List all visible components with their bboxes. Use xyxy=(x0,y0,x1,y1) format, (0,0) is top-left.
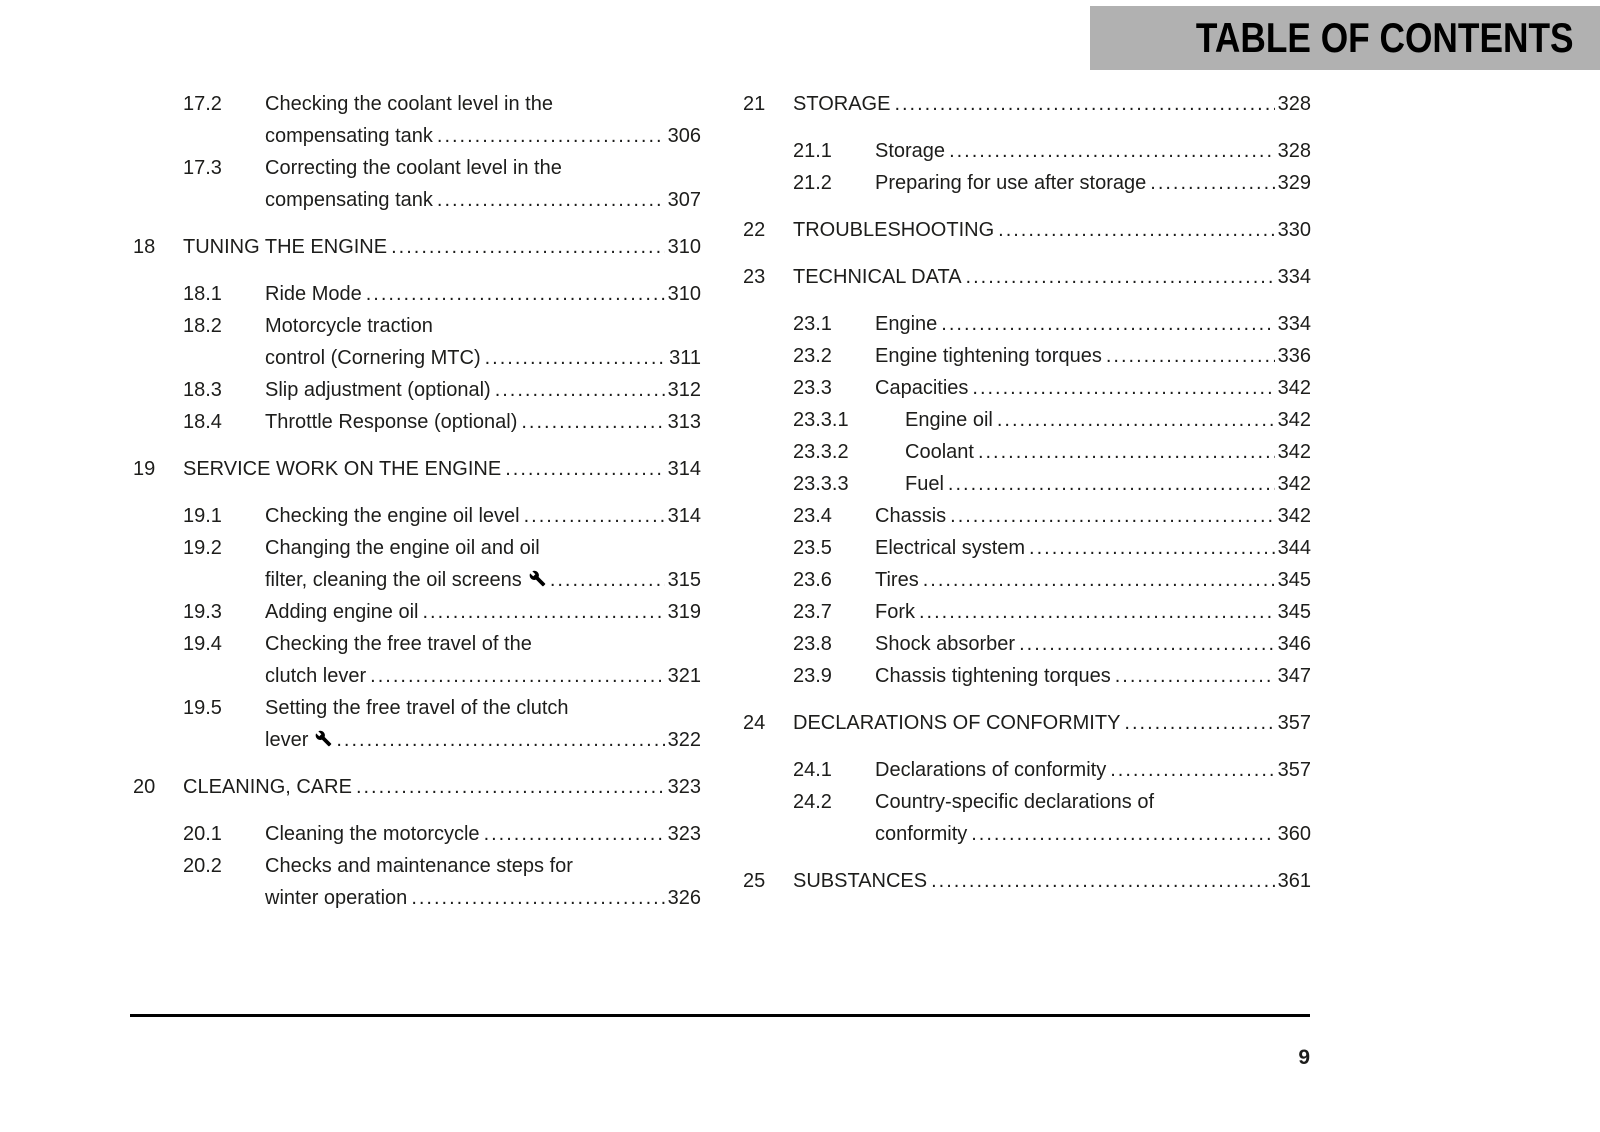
toc-entry-line xyxy=(875,135,1311,167)
dot-leader xyxy=(978,436,1275,468)
toc-entry-page: 342 xyxy=(1277,409,1311,431)
toc-entry-text: control (Cornering MTC) xyxy=(265,347,481,369)
toc-entry-line xyxy=(875,628,1311,660)
toc-entry-page: 306 xyxy=(667,125,701,147)
toc-entry-text: Declarations of conformity xyxy=(875,759,1107,781)
toc-entry-body xyxy=(875,596,1311,628)
toc-entry-body xyxy=(875,500,1311,532)
toc-entry xyxy=(133,278,701,310)
toc-entry-text: CLEANING, CARE xyxy=(183,776,352,798)
toc-entry-line xyxy=(265,692,701,724)
toc-entry-page: 312 xyxy=(667,379,701,401)
toc-entry-text: Preparing for use after storage xyxy=(875,172,1147,194)
toc-entry-body xyxy=(875,628,1311,660)
toc-entry xyxy=(133,310,701,374)
toc-entry-page: 314 xyxy=(667,505,701,527)
toc-entry-line xyxy=(875,754,1311,786)
toc-entry-text: Tires xyxy=(875,569,919,591)
toc-entry-text: Checking the coolant level in the xyxy=(265,93,553,115)
toc-chapter-entry xyxy=(743,261,1311,293)
toc-entry-line xyxy=(265,724,701,756)
toc-entry-line xyxy=(265,850,701,882)
toc-entry-text: Engine oil xyxy=(905,409,993,431)
toc-entry xyxy=(133,374,701,406)
toc-entry-page: 342 xyxy=(1277,441,1311,463)
toc-entry-body xyxy=(183,453,701,485)
toc-entry-number: 20 xyxy=(133,776,156,798)
toc-entry-line xyxy=(265,88,701,120)
toc-entry-number: 18.2 xyxy=(183,315,222,337)
toc-entry xyxy=(133,406,701,438)
toc-entry-body xyxy=(793,261,1311,293)
toc-entry-line xyxy=(265,310,701,342)
toc-entry-body xyxy=(875,308,1311,340)
toc-entry-line xyxy=(905,468,1311,500)
toc-entry-number: 21 xyxy=(743,93,766,115)
toc-entry-body xyxy=(875,564,1311,596)
toc-entry-body xyxy=(265,818,701,850)
toc-entry-text: Checking the free travel of the xyxy=(265,633,532,655)
toc-entry-number: 23.6 xyxy=(793,569,832,591)
toc-entry-line xyxy=(265,342,701,374)
toc-entry-body xyxy=(875,660,1311,692)
toc-entry-number: 23.3.3 xyxy=(793,473,849,495)
toc-entry-page: 345 xyxy=(1277,569,1311,591)
toc-entry-body xyxy=(265,278,701,310)
toc-entry xyxy=(743,135,1311,167)
toc-entry-page: 336 xyxy=(1277,345,1311,367)
toc-entry-body xyxy=(875,372,1311,404)
toc-entry-text: Checking the engine oil level xyxy=(265,505,520,527)
dot-leader xyxy=(370,660,664,692)
toc-entry-line xyxy=(265,882,701,914)
toc-entry-number: 18 xyxy=(133,236,156,258)
dot-leader xyxy=(1110,754,1274,786)
toc-entry-line xyxy=(793,865,1311,897)
toc-entry-line xyxy=(265,596,701,628)
toc-chapter-entry xyxy=(743,865,1311,897)
toc-content xyxy=(133,88,1310,914)
toc-entry xyxy=(743,468,1311,500)
toc-entry-text: Fork xyxy=(875,601,915,623)
toc-entry-body xyxy=(265,850,701,914)
page-header-banner xyxy=(1090,6,1600,70)
dot-leader xyxy=(1150,167,1274,199)
toc-entry-page: 347 xyxy=(1277,665,1311,687)
toc-entry-body xyxy=(265,406,701,438)
toc-entry-page: 310 xyxy=(667,283,701,305)
toc-entry-number: 23.7 xyxy=(793,601,832,623)
toc-entry xyxy=(743,404,1311,436)
toc-entry-body xyxy=(875,532,1311,564)
toc-entry-number: 19.1 xyxy=(183,505,222,527)
toc-entry-line xyxy=(265,532,701,564)
dot-leader xyxy=(521,406,664,438)
toc-entry-body xyxy=(265,532,701,596)
toc-entry-page: 319 xyxy=(667,601,701,623)
toc-entry-page: 326 xyxy=(667,887,701,909)
wrench-icon xyxy=(308,724,332,756)
toc-entry-text: Capacities xyxy=(875,377,969,399)
toc-entry-number: 18.4 xyxy=(183,411,222,433)
toc-entry-body xyxy=(265,500,701,532)
toc-entry-body xyxy=(793,88,1311,120)
dot-leader xyxy=(894,88,1274,120)
dot-leader xyxy=(485,342,667,374)
toc-entry-line xyxy=(265,564,701,596)
toc-entry-number: 23.3.1 xyxy=(793,409,849,431)
toc-entry-body xyxy=(793,707,1311,739)
toc-entry-text: STORAGE xyxy=(793,93,891,115)
toc-entry xyxy=(743,500,1311,532)
dot-leader xyxy=(971,818,1274,850)
toc-entry-text: TUNING THE ENGINE xyxy=(183,236,388,258)
toc-entry-text: Chassis tightening torques xyxy=(875,665,1111,687)
toc-entry-line xyxy=(875,500,1311,532)
toc-entry-line xyxy=(875,786,1311,818)
toc-entry-number: 19.3 xyxy=(183,601,222,623)
toc-entry-text: Changing the engine oil and oil xyxy=(265,537,540,559)
toc-entry-text: conformity xyxy=(875,823,968,845)
toc-entry-body xyxy=(793,865,1311,897)
dot-leader xyxy=(948,468,1275,500)
toc-entry-number: 17.3 xyxy=(183,157,222,179)
dot-leader xyxy=(998,214,1274,246)
toc-entry-line xyxy=(875,340,1311,372)
toc-entry xyxy=(743,167,1311,199)
dot-leader xyxy=(1106,340,1275,372)
toc-entry-text: Engine xyxy=(875,313,938,335)
toc-entry-page: 344 xyxy=(1277,537,1311,559)
toc-entry-page: 342 xyxy=(1277,473,1311,495)
dot-leader xyxy=(411,882,664,914)
toc-entry xyxy=(133,152,701,216)
toc-entry-number: 21.2 xyxy=(793,172,832,194)
toc-entry-number: 23.3.2 xyxy=(793,441,849,463)
toc-entry xyxy=(743,628,1311,660)
toc-entry-text: winter operation xyxy=(265,887,408,909)
toc-entry-number: 25 xyxy=(743,870,766,892)
toc-entry-line xyxy=(875,660,1311,692)
toc-entry-body xyxy=(875,754,1311,786)
toc-entry-line xyxy=(183,771,701,803)
toc-entry-text: TECHNICAL DATA xyxy=(793,266,962,288)
toc-entry-text: Motorcycle traction xyxy=(265,315,433,337)
toc-chapter-entry xyxy=(743,707,1311,739)
toc-entry-body xyxy=(905,436,1311,468)
toc-entry-text: Throttle Response (optional) xyxy=(265,411,518,433)
toc-entry-number: 24.2 xyxy=(793,791,832,813)
toc-entry-line xyxy=(793,707,1311,739)
dot-leader xyxy=(366,278,665,310)
toc-entry-line xyxy=(265,406,701,438)
toc-entry-page: 314 xyxy=(667,458,701,480)
toc-chapter-entry xyxy=(133,771,701,803)
footer-page-number: 9 xyxy=(1298,1046,1310,1069)
toc-entry-body xyxy=(265,374,701,406)
toc-entry-body xyxy=(875,135,1311,167)
toc-entry-number: 24.1 xyxy=(793,759,832,781)
toc-entry-line xyxy=(183,231,701,263)
toc-entry-page: 323 xyxy=(667,776,701,798)
toc-entry-page: 334 xyxy=(1277,266,1311,288)
toc-entry-text: Storage xyxy=(875,140,946,162)
toc-entry-text: SUBSTANCES xyxy=(793,870,928,892)
toc-entry xyxy=(743,596,1311,628)
toc-entry-page: 315 xyxy=(667,569,701,591)
toc-entry xyxy=(133,532,701,596)
toc-entry-line xyxy=(905,436,1311,468)
toc-entry-number: 23.1 xyxy=(793,313,832,335)
toc-entry-number: 23.4 xyxy=(793,505,832,527)
toc-entry xyxy=(743,340,1311,372)
toc-entry-line xyxy=(183,453,701,485)
toc-entry xyxy=(133,850,701,914)
toc-entry-page: 357 xyxy=(1277,759,1311,781)
toc-entry-text: SERVICE WORK ON THE ENGINE xyxy=(183,458,502,480)
toc-entry-line xyxy=(875,818,1311,850)
dot-leader xyxy=(550,564,665,596)
dot-leader xyxy=(941,308,1274,340)
toc-entry xyxy=(133,628,701,692)
toc-entry-page: 329 xyxy=(1277,172,1311,194)
toc-entry-page: 342 xyxy=(1277,505,1311,527)
dot-leader xyxy=(972,372,1274,404)
toc-entry-number: 20.2 xyxy=(183,855,222,877)
toc-entry-number: 18.3 xyxy=(183,379,222,401)
toc-entry-line xyxy=(265,278,701,310)
dot-leader xyxy=(919,596,1275,628)
toc-entry-body xyxy=(905,468,1311,500)
toc-entry-body xyxy=(183,771,701,803)
dot-leader xyxy=(437,120,665,152)
toc-entry-line xyxy=(793,261,1311,293)
toc-entry-line xyxy=(265,152,701,184)
dot-leader xyxy=(505,453,664,485)
toc-entry-text: Country-specific declarations of xyxy=(875,791,1155,813)
toc-entry xyxy=(743,660,1311,692)
toc-entry-line xyxy=(875,167,1311,199)
toc-entry-text: lever xyxy=(265,729,309,751)
dot-leader xyxy=(1019,628,1275,660)
toc-entry-text: Adding engine oil xyxy=(265,601,419,623)
toc-entry-text: compensating tank xyxy=(265,125,433,147)
toc-entry-line xyxy=(265,374,701,406)
toc-entry-number: 23.8 xyxy=(793,633,832,655)
toc-column-2 xyxy=(743,88,1311,914)
toc-entry-text: Slip adjustment (optional) xyxy=(265,379,491,401)
toc-entry xyxy=(743,754,1311,786)
toc-entry xyxy=(133,596,701,628)
toc-entry-page: 307 xyxy=(667,189,701,211)
toc-entry-body xyxy=(265,310,701,374)
dot-leader xyxy=(966,261,1275,293)
dot-leader xyxy=(336,724,664,756)
toc-entry-body xyxy=(265,88,701,152)
toc-entry-line xyxy=(875,532,1311,564)
toc-entry xyxy=(743,786,1311,850)
toc-entry-line xyxy=(905,404,1311,436)
toc-entry-page: 322 xyxy=(667,729,701,751)
toc-entry-line xyxy=(265,818,701,850)
toc-entry-body xyxy=(793,214,1311,246)
toc-entry-body xyxy=(875,167,1311,199)
toc-entry-line xyxy=(265,660,701,692)
toc-entry-page: 346 xyxy=(1277,633,1311,655)
toc-entry-line xyxy=(265,184,701,216)
toc-entry-page: 357 xyxy=(1277,712,1311,734)
toc-entry-number: 23.9 xyxy=(793,665,832,687)
toc-entry-number: 18.1 xyxy=(183,283,222,305)
toc-chapter-entry xyxy=(743,214,1311,246)
toc-entry-line xyxy=(875,564,1311,596)
toc-entry-body xyxy=(875,786,1311,850)
toc-entry-page: 310 xyxy=(667,236,701,258)
toc-entry-page: 323 xyxy=(667,823,701,845)
toc-entry xyxy=(133,818,701,850)
toc-entry-line xyxy=(793,88,1311,120)
toc-entry-text: compensating tank xyxy=(265,189,433,211)
toc-entry-text: Fuel xyxy=(905,473,944,495)
toc-entry-number: 23.5 xyxy=(793,537,832,559)
toc-entry-text: Engine tightening torques xyxy=(875,345,1102,367)
wrench-icon xyxy=(522,564,546,596)
toc-entry-number: 23.2 xyxy=(793,345,832,367)
dot-leader xyxy=(997,404,1275,436)
toc-entry xyxy=(133,500,701,532)
toc-entry-page: 342 xyxy=(1277,377,1311,399)
toc-entry-text: filter, cleaning the oil screens xyxy=(265,569,522,591)
toc-chapter-entry xyxy=(133,453,701,485)
dot-leader xyxy=(484,818,665,850)
footer-divider xyxy=(130,1014,1310,1017)
toc-entry-line xyxy=(875,308,1311,340)
dot-leader xyxy=(437,184,665,216)
toc-entry-text: Coolant xyxy=(905,441,974,463)
toc-entry-number: 23 xyxy=(743,266,766,288)
dot-leader xyxy=(391,231,665,263)
toc-entry-page: 321 xyxy=(667,665,701,687)
toc-entry xyxy=(743,308,1311,340)
toc-entry-text: clutch lever xyxy=(265,665,367,687)
toc-entry xyxy=(743,564,1311,596)
toc-entry-body xyxy=(905,404,1311,436)
toc-entry-number: 19.2 xyxy=(183,537,222,559)
toc-entry xyxy=(133,692,701,756)
dot-leader xyxy=(422,596,664,628)
dot-leader xyxy=(923,564,1275,596)
toc-entry-number: 22 xyxy=(743,219,766,241)
toc-entry-page: 328 xyxy=(1277,140,1311,162)
toc-entry-text: Electrical system xyxy=(875,537,1026,559)
toc-entry xyxy=(743,372,1311,404)
dot-leader xyxy=(931,865,1275,897)
toc-entry-body xyxy=(265,628,701,692)
toc-entry-body xyxy=(265,692,701,756)
toc-entry-page: 360 xyxy=(1277,823,1311,845)
toc-entry-text: Correcting the coolant level in the xyxy=(265,157,562,179)
toc-entry-line xyxy=(265,628,701,660)
toc-entry-number: 19 xyxy=(133,458,156,480)
toc-entry-number: 20.1 xyxy=(183,823,222,845)
dot-leader xyxy=(524,500,665,532)
toc-entry-line xyxy=(265,120,701,152)
toc-entry-text: Chassis xyxy=(875,505,947,527)
toc-entry-page: 330 xyxy=(1277,219,1311,241)
toc-entry-text: Shock absorber xyxy=(875,633,1016,655)
dot-leader xyxy=(356,771,665,803)
toc-entry-body xyxy=(265,152,701,216)
toc-chapter-entry xyxy=(133,231,701,263)
toc-entry-number: 23.3 xyxy=(793,377,832,399)
toc-entry xyxy=(743,436,1311,468)
dot-leader xyxy=(1029,532,1275,564)
toc-entry-text: TROUBLESHOOTING xyxy=(793,219,995,241)
toc-entry-text: DECLARATIONS OF CONFORMITY xyxy=(793,712,1121,734)
toc-entry-page: 361 xyxy=(1277,870,1311,892)
toc-entry-page: 313 xyxy=(667,411,701,433)
toc-entry-body xyxy=(183,231,701,263)
toc-entry-body xyxy=(875,340,1311,372)
toc-entry-line xyxy=(875,372,1311,404)
dot-leader xyxy=(949,135,1275,167)
toc-entry xyxy=(133,88,701,152)
toc-entry-line xyxy=(265,500,701,532)
toc-entry-text: Checks and maintenance steps for xyxy=(265,855,573,877)
toc-entry-text: Setting the free travel of the clutch xyxy=(265,697,569,719)
dot-leader xyxy=(1115,660,1275,692)
toc-entry-body xyxy=(265,596,701,628)
toc-entry-line xyxy=(875,596,1311,628)
toc-chapter-entry xyxy=(743,88,1311,120)
dot-leader xyxy=(1124,707,1274,739)
toc-entry-number: 19.4 xyxy=(183,633,222,655)
toc-entry-number: 17.2 xyxy=(183,93,222,115)
dot-leader xyxy=(950,500,1274,532)
toc-column-1 xyxy=(133,88,701,914)
toc-entry-text: Cleaning the motorcycle xyxy=(265,823,480,845)
toc-entry-page: 345 xyxy=(1277,601,1311,623)
toc-entry-line xyxy=(793,214,1311,246)
toc-entry-page: 328 xyxy=(1277,93,1311,115)
toc-entry-text: Ride Mode xyxy=(265,283,362,305)
dot-leader xyxy=(495,374,665,406)
toc-entry-page: 311 xyxy=(669,347,701,369)
toc-entry-number: 24 xyxy=(743,712,766,734)
page-title: TABLE OF CONTENTS xyxy=(1196,14,1574,61)
toc-entry xyxy=(743,532,1311,564)
toc-entry-number: 19.5 xyxy=(183,697,222,719)
toc-entry-page: 334 xyxy=(1277,313,1311,335)
toc-entry-number: 21.1 xyxy=(793,140,832,162)
